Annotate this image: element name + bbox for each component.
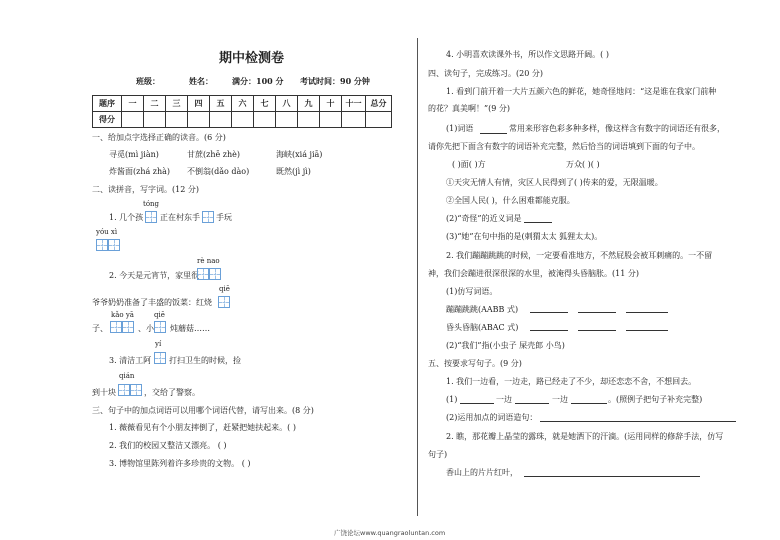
- answer-line[interactable]: [540, 421, 736, 422]
- question-text: 一边: [496, 395, 512, 404]
- pinyin: qiē: [219, 285, 230, 293]
- score-input-cell[interactable]: [188, 112, 210, 128]
- section-4-heading: 四、读句子，完成练习。(20 分): [428, 69, 543, 78]
- passage-text: 句子): [428, 450, 448, 459]
- s1-option: 寻觅(mì jiàn): [109, 150, 159, 159]
- question-text: (1)词语: [446, 124, 474, 133]
- passage-text: 神，我们会蹦进很深很深的水里，被淹得头昏脑胀。(11 分): [428, 269, 639, 278]
- score-table-header-row: [93, 96, 392, 112]
- character-box[interactable]: [154, 321, 166, 333]
- question-text: ，交给了警察。: [144, 388, 200, 397]
- column-divider: [417, 38, 418, 516]
- name-label: 姓名：: [189, 76, 213, 86]
- score-cell: 总分: [366, 96, 392, 112]
- score-input-cell[interactable]: [232, 112, 254, 128]
- answer-line[interactable]: [571, 403, 607, 404]
- score-input-cell[interactable]: [254, 112, 276, 128]
- s3-question: 2. 我们的校园又整洁又漂亮。 ( ): [109, 441, 227, 450]
- s3-question: 4. 小明喜欢读课外书，所以作文思路开阔。( ): [446, 50, 609, 59]
- answer-line[interactable]: [524, 476, 700, 477]
- score-cell: 六: [232, 96, 254, 112]
- section-1-heading: 一、给加点字选择正确的读音。(6 分): [92, 133, 226, 142]
- question-text: ②全国人民( )，什么困难都能克服。: [446, 196, 575, 205]
- answer-line[interactable]: [530, 330, 568, 331]
- score-cell: 十一: [342, 96, 366, 112]
- score-table-score-row: [93, 112, 392, 128]
- character-box[interactable]: [108, 239, 120, 251]
- s1-option: 既然(jì jì): [276, 167, 311, 176]
- passage-text: 的花？真美啊！”(9 分): [428, 104, 510, 113]
- character-box[interactable]: [202, 211, 214, 223]
- character-box[interactable]: [130, 384, 142, 396]
- section-5-heading: 五、按要求写句子。(9 分): [428, 359, 522, 368]
- question-text: 昏头昏脑(ABAC 式): [446, 323, 519, 332]
- pinyin: qián: [119, 372, 135, 380]
- score-input-cell[interactable]: [320, 112, 342, 128]
- character-box[interactable]: [218, 296, 230, 308]
- question-text: (3)“她”在句中指的是(刺猬太太 狐狸太太)。: [446, 232, 603, 241]
- question-text: 正在村东手: [160, 213, 200, 222]
- score-cell: 题序: [93, 96, 122, 112]
- character-box[interactable]: [110, 321, 122, 333]
- question-text: (1)仿写词语。: [446, 287, 498, 296]
- s1-option: 不倒翁(dǎo dào): [187, 167, 250, 176]
- question-text: 爷爷奶奶准备了丰盛的饭菜：红烧: [92, 298, 212, 307]
- score-table: [92, 95, 392, 128]
- character-box[interactable]: [154, 352, 166, 364]
- pinyin: yí: [155, 340, 162, 348]
- fill-option: ( )面( )方: [452, 160, 486, 169]
- class-label: 班级：: [136, 76, 160, 86]
- answer-line[interactable]: [460, 403, 494, 404]
- s3-question: 1. 薇薇看见有个小朋友摔倒了，赶紧把她扶起来。( ): [109, 423, 296, 432]
- question-text: 。(照例子把句子补充完整): [608, 395, 703, 404]
- question-text: 、小: [138, 324, 154, 333]
- question-text: (2)“奇怪”的近义词是: [446, 214, 522, 223]
- character-box[interactable]: [96, 239, 108, 251]
- score-input-cell[interactable]: [298, 112, 320, 128]
- score-cell: 八: [276, 96, 298, 112]
- score-input-cell[interactable]: [122, 112, 144, 128]
- answer-line[interactable]: [578, 330, 616, 331]
- s1-option: 甘蔗(zhē zhè): [187, 150, 240, 159]
- question-text: (1): [446, 395, 458, 404]
- footer-watermark: 广饶论坛www.quangraoluntan.com: [334, 529, 446, 537]
- page-title: 期中检测卷: [219, 51, 285, 66]
- answer-line[interactable]: [626, 312, 668, 313]
- section-3-heading: 三、句子中的加点词语可以用哪个词语代替，请写出来。(8 分): [92, 406, 314, 415]
- question-text: 一边: [552, 395, 568, 404]
- score-input-cell[interactable]: [276, 112, 298, 128]
- pinyin: kǎo yā: [111, 311, 134, 319]
- score-cell: 四: [188, 96, 210, 112]
- question-text: 香山上的片片红叶，: [446, 468, 518, 477]
- passage-text: 2. 瞧，那花瓣上晶莹的露珠，就是她洒下的汗滴。(运用同样的修辞手法，仿写: [446, 432, 724, 441]
- exam-time-label: 考试时间：90 分钟: [300, 76, 370, 86]
- score-cell: 十: [320, 96, 342, 112]
- question-text: 请你先把下面含有数字的词语补充完整，然后恰当的词语填到下面的句子中。: [428, 142, 700, 151]
- question-text: 炖蘑菇……: [170, 324, 210, 333]
- answer-line[interactable]: [524, 222, 552, 223]
- s3-question: 3. 博物馆里陈列着许多珍贵的文物。 ( ): [109, 459, 251, 468]
- passage-text: 1. 我们一边看，一边走，路已经走了不少，却还恋恋不舍，不想回去。: [446, 377, 697, 386]
- answer-line[interactable]: [515, 403, 549, 404]
- question-text: 手玩: [216, 213, 232, 222]
- question-text: (2)运用加点的词语造句：: [446, 413, 538, 422]
- score-cell: 七: [254, 96, 276, 112]
- score-cell: 九: [298, 96, 320, 112]
- character-box[interactable]: [145, 211, 157, 223]
- pinyin: tóng: [143, 200, 160, 208]
- score-row-label: 得分: [93, 112, 122, 128]
- passage-text: 1. 看到门前开着一大片五颜六色的鲜花，她奇怪地问：“这是谁在我家门前种: [446, 87, 717, 96]
- s1-option: 海峡(xiá jiā): [276, 150, 323, 159]
- pinyin: yóu xì: [96, 228, 118, 236]
- answer-line[interactable]: [578, 312, 616, 313]
- pinyin: rè nao: [197, 257, 220, 265]
- score-input-cell[interactable]: [366, 112, 392, 128]
- s1-option: 炸酱面(zhá zhà): [109, 167, 171, 176]
- pinyin: qiē: [154, 311, 165, 319]
- character-box[interactable]: [118, 384, 130, 396]
- answer-line[interactable]: [530, 312, 568, 313]
- question-text: 蹦蹦跳跳(AABB 式): [446, 305, 519, 314]
- score-input-cell[interactable]: [166, 112, 188, 128]
- question-text: 2. 今天是元宵节，家里很: [109, 271, 200, 280]
- question-text: 打扫卫生的时候，捡: [169, 356, 241, 365]
- character-box[interactable]: [197, 268, 209, 280]
- passage-text: 2. 我们蹦蹦跳跳的时候，一定要看准地方，不然屁股会被耳刺痛的。一不留: [446, 251, 713, 260]
- score-cell: 二: [144, 96, 166, 112]
- score-input-cell[interactable]: [144, 112, 166, 128]
- answer-line[interactable]: [480, 133, 507, 134]
- question-text: 3. 清洁工阿: [109, 356, 152, 365]
- question-text: (2)“我们”指(小虫子 屎壳郎 小鸟): [446, 341, 565, 350]
- full-score-label: 满分：100 分: [232, 76, 284, 86]
- character-box[interactable]: [209, 268, 221, 280]
- score-input-cell[interactable]: [210, 112, 232, 128]
- question-text: 常用来形容色彩多种多样，像这样含有数字的词语还有很多，: [509, 124, 725, 133]
- question-text: 1. 几个孩: [109, 213, 144, 222]
- score-input-cell[interactable]: [342, 112, 366, 128]
- score-cell: 五: [210, 96, 232, 112]
- score-cell: 一: [122, 96, 144, 112]
- character-box[interactable]: [122, 321, 134, 333]
- answer-line[interactable]: [626, 330, 668, 331]
- fill-option: 万众( )( ): [566, 160, 600, 169]
- score-cell: 三: [166, 96, 188, 112]
- question-text: ①天灾无情人有情，灾区人民得到了( )传来的爱，无限温暖。: [446, 178, 663, 187]
- question-text: 到十块: [92, 388, 116, 397]
- section-2-heading: 二、读拼音，写字词。(12 分): [92, 185, 199, 194]
- question-text: 子、: [92, 324, 108, 333]
